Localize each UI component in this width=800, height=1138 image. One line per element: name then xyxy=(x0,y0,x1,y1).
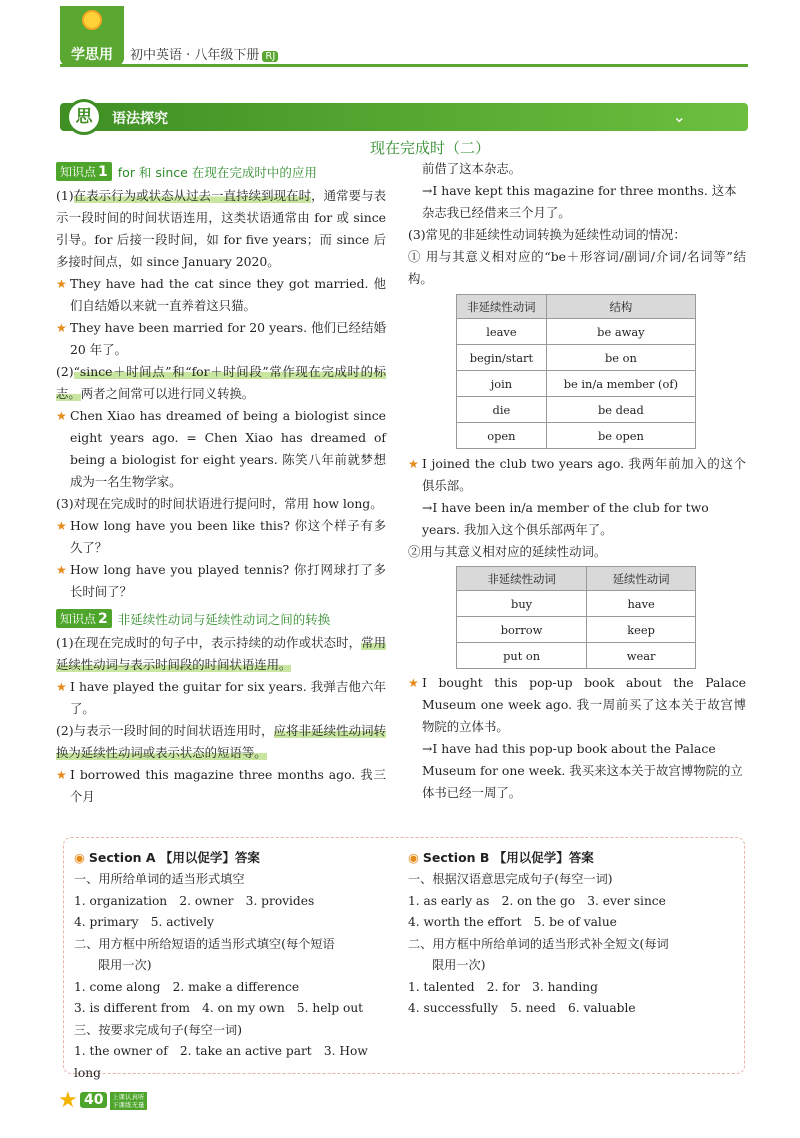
example: ★ How long have you played tennis? 你打网球打了多长时间了？ xyxy=(56,559,386,603)
conversion: →I have kept this magazine for three months. 这本杂志我已经借来三个月了。 xyxy=(422,183,737,220)
book-title xyxy=(130,44,278,63)
example: ★ They have had the cat since they got married. 他们自结婚以来就一直养着这只猫。 xyxy=(56,273,386,317)
knowledge-point-1 xyxy=(56,162,386,181)
section-banner xyxy=(60,103,748,131)
star-icon: ★ xyxy=(56,409,67,423)
table-header: 结构 xyxy=(546,295,695,319)
table-row: put on wear xyxy=(457,643,696,669)
example: ★ How long have you been like this? 你这个样子有多久了？ xyxy=(56,515,386,559)
star-icon: ★ xyxy=(56,321,67,335)
answers-section-b xyxy=(408,847,728,1020)
verb-table-2 xyxy=(456,566,696,669)
answer-line: 限用一次) xyxy=(432,958,486,972)
table-header: 非延续性动词 xyxy=(457,567,587,591)
answer-line: 限用一次) xyxy=(98,958,152,972)
pin-icon: ◉ xyxy=(74,850,85,865)
left-column xyxy=(56,160,386,808)
answer-line: 二、用方框中所给单词的适当形式补全短文(每词 xyxy=(408,936,669,951)
paragraph: ① 用与其意义相对应的“be＋形容词/副词/介词/名词等”结构。 xyxy=(408,249,746,286)
example: ★ I borrowed this magazine three months ago. 我三个月 xyxy=(56,764,386,808)
table-row: borrow keep xyxy=(457,617,696,643)
section-icon: 思 xyxy=(66,99,102,135)
paragraph: ②用与其意义相对应的延续性动词。 xyxy=(408,544,607,559)
answers-section-a xyxy=(74,847,394,1084)
answer-line: 4. successfully 5. need 6. valuable xyxy=(408,1001,636,1015)
table-row: buy have xyxy=(457,591,696,617)
example: ★ I have played the guitar for six years. 我弹吉他六年了。 xyxy=(56,676,386,720)
knowledge-point-2 xyxy=(56,609,386,628)
answer-line: 1. talented 2. for 3. handing xyxy=(408,979,598,994)
table-row: join be in/a member (of) xyxy=(457,371,696,397)
star-icon: ★ xyxy=(408,676,419,690)
answer-line: 1. the owner of 2. take an active part 3. How long xyxy=(74,1044,368,1080)
example: ★ I joined the club two years ago. 我两年前加入的这个俱乐部。 xyxy=(408,453,746,497)
kp-tag: 知识点 2 xyxy=(56,609,112,628)
paragraph: (1)在表示行为或状态从过去一直持续到现在时，通常要与表示一段时间的时间状语连用，这类状语通常由 for 或 since 引导。for 后接一段时间，如 for five years；而 since 后多接时间点，如 since January 2020。 xyxy=(56,188,387,269)
page-number xyxy=(58,1090,158,1116)
star-icon: ★ xyxy=(56,680,67,694)
paragraph: (3)对现在完成时的时间状语进行提问时，常用 how long。 xyxy=(56,496,383,511)
answer-line: 3. is different from 4. on my own 5. help out xyxy=(74,1001,364,1015)
edition-badge: RJ xyxy=(262,51,278,62)
answer-line: 二、用方框中所给短语的适当形式填空(每个短语 xyxy=(74,936,335,951)
paragraph: (1)在现在完成时的句子中，表示持续的动作或状态时，常用延续性动词与表示时间段的时间状语连用。 xyxy=(56,635,386,672)
answer-line: 4. primary 5. actively xyxy=(74,915,215,929)
conversion: →I have been in/a member of the club for two years. 我加入这个俱乐部两年了。 xyxy=(422,500,709,537)
paragraph: (2)与表示一段时间的时间状语连用时，应将非延续性动词转换为延续性动词或表示状态的短语等。 xyxy=(56,723,386,760)
kp-title: for 和 since 在现在完成时中的应用 xyxy=(117,164,317,180)
star-icon: ★ xyxy=(58,1088,78,1113)
table-header: 延续性动词 xyxy=(587,567,696,591)
example: ★ Chen Xiao has dreamed of being a biologist since eight years ago. = Chen Xiao has dreamed of being a biologist for eight years. 陈笑八年前就梦想成为一名生物学家。 xyxy=(56,405,386,493)
section-title: 语法探究 xyxy=(112,111,168,127)
conversion: →I have had this pop-up book about the Palace Museum for one week. 我买来这本关于故宫博物院的立体书已经一周了。 xyxy=(422,741,743,800)
answer-line: 4. worth the effort 5. be of value xyxy=(408,915,617,929)
chevron-down-icon: ⌄ xyxy=(672,107,686,126)
answer-line: 三、按要求完成句子(每空一词) xyxy=(74,1022,242,1037)
star-icon: ★ xyxy=(408,457,419,471)
topic-title: 现在完成时（二） xyxy=(369,139,490,157)
footer-slogan: 上课认真听 下课练无量 xyxy=(112,1093,145,1109)
kp-title: 非延续性动词与延续性动词之间的转换 xyxy=(117,611,331,627)
table-row: open be open xyxy=(457,423,696,449)
header-divider xyxy=(60,64,748,67)
answers-heading: ◉ Section B 【用以促学】答案 xyxy=(408,850,594,865)
star-icon: ★ xyxy=(56,768,67,782)
star-icon: ★ xyxy=(56,277,67,291)
paragraph: (2)“since＋时间点”和“for＋时间段”常作现在完成时的标志。两者之间常可以进行同义转换。 xyxy=(56,364,386,401)
table-row: leave be away xyxy=(457,319,696,345)
pin-icon: ◉ xyxy=(408,850,419,865)
example: ★ They have been married for 20 years. 他们已经结婚 20 年了。 xyxy=(56,317,386,361)
book-title-text: 初中英语 · 八年级下册 xyxy=(130,48,260,63)
answers-heading: ◉ Section A 【用以促学】答案 xyxy=(74,850,260,865)
continuation: 前借了这本杂志。 xyxy=(422,161,522,176)
paragraph: (3)常见的非延续性动词转换为延续性动词的情况： xyxy=(408,227,686,242)
logo-text: 学思用 xyxy=(71,47,113,63)
table-row: die be dead xyxy=(457,397,696,423)
kp-tag: 知识点 1 xyxy=(56,162,112,181)
answer-line: 1. come along 2. make a difference xyxy=(74,979,300,994)
table-row: begin/start be on xyxy=(457,345,696,371)
answer-line: 1. organization 2. owner 3. provides xyxy=(74,893,315,908)
verb-table-1 xyxy=(456,294,696,449)
answer-line: 1. as early as 2. on the go 3. ever since xyxy=(408,893,666,908)
answer-line: 一、用所给单词的适当形式填空 xyxy=(74,872,245,886)
star-icon xyxy=(82,10,102,30)
answer-line: 一、根据汉语意思完成句子(每空一词) xyxy=(408,872,613,886)
star-icon: ★ xyxy=(56,563,67,577)
page-num: 40 xyxy=(80,1092,107,1108)
example: ★ I bought this pop-up book about the Palace Museum one week ago. 我一周前买了这本关于故宫博物院的立体书。 xyxy=(408,672,746,738)
table-header: 非延续性动词 xyxy=(457,295,547,319)
right-column xyxy=(408,158,746,804)
star-icon: ★ xyxy=(56,519,67,533)
brand-logo xyxy=(60,6,124,66)
